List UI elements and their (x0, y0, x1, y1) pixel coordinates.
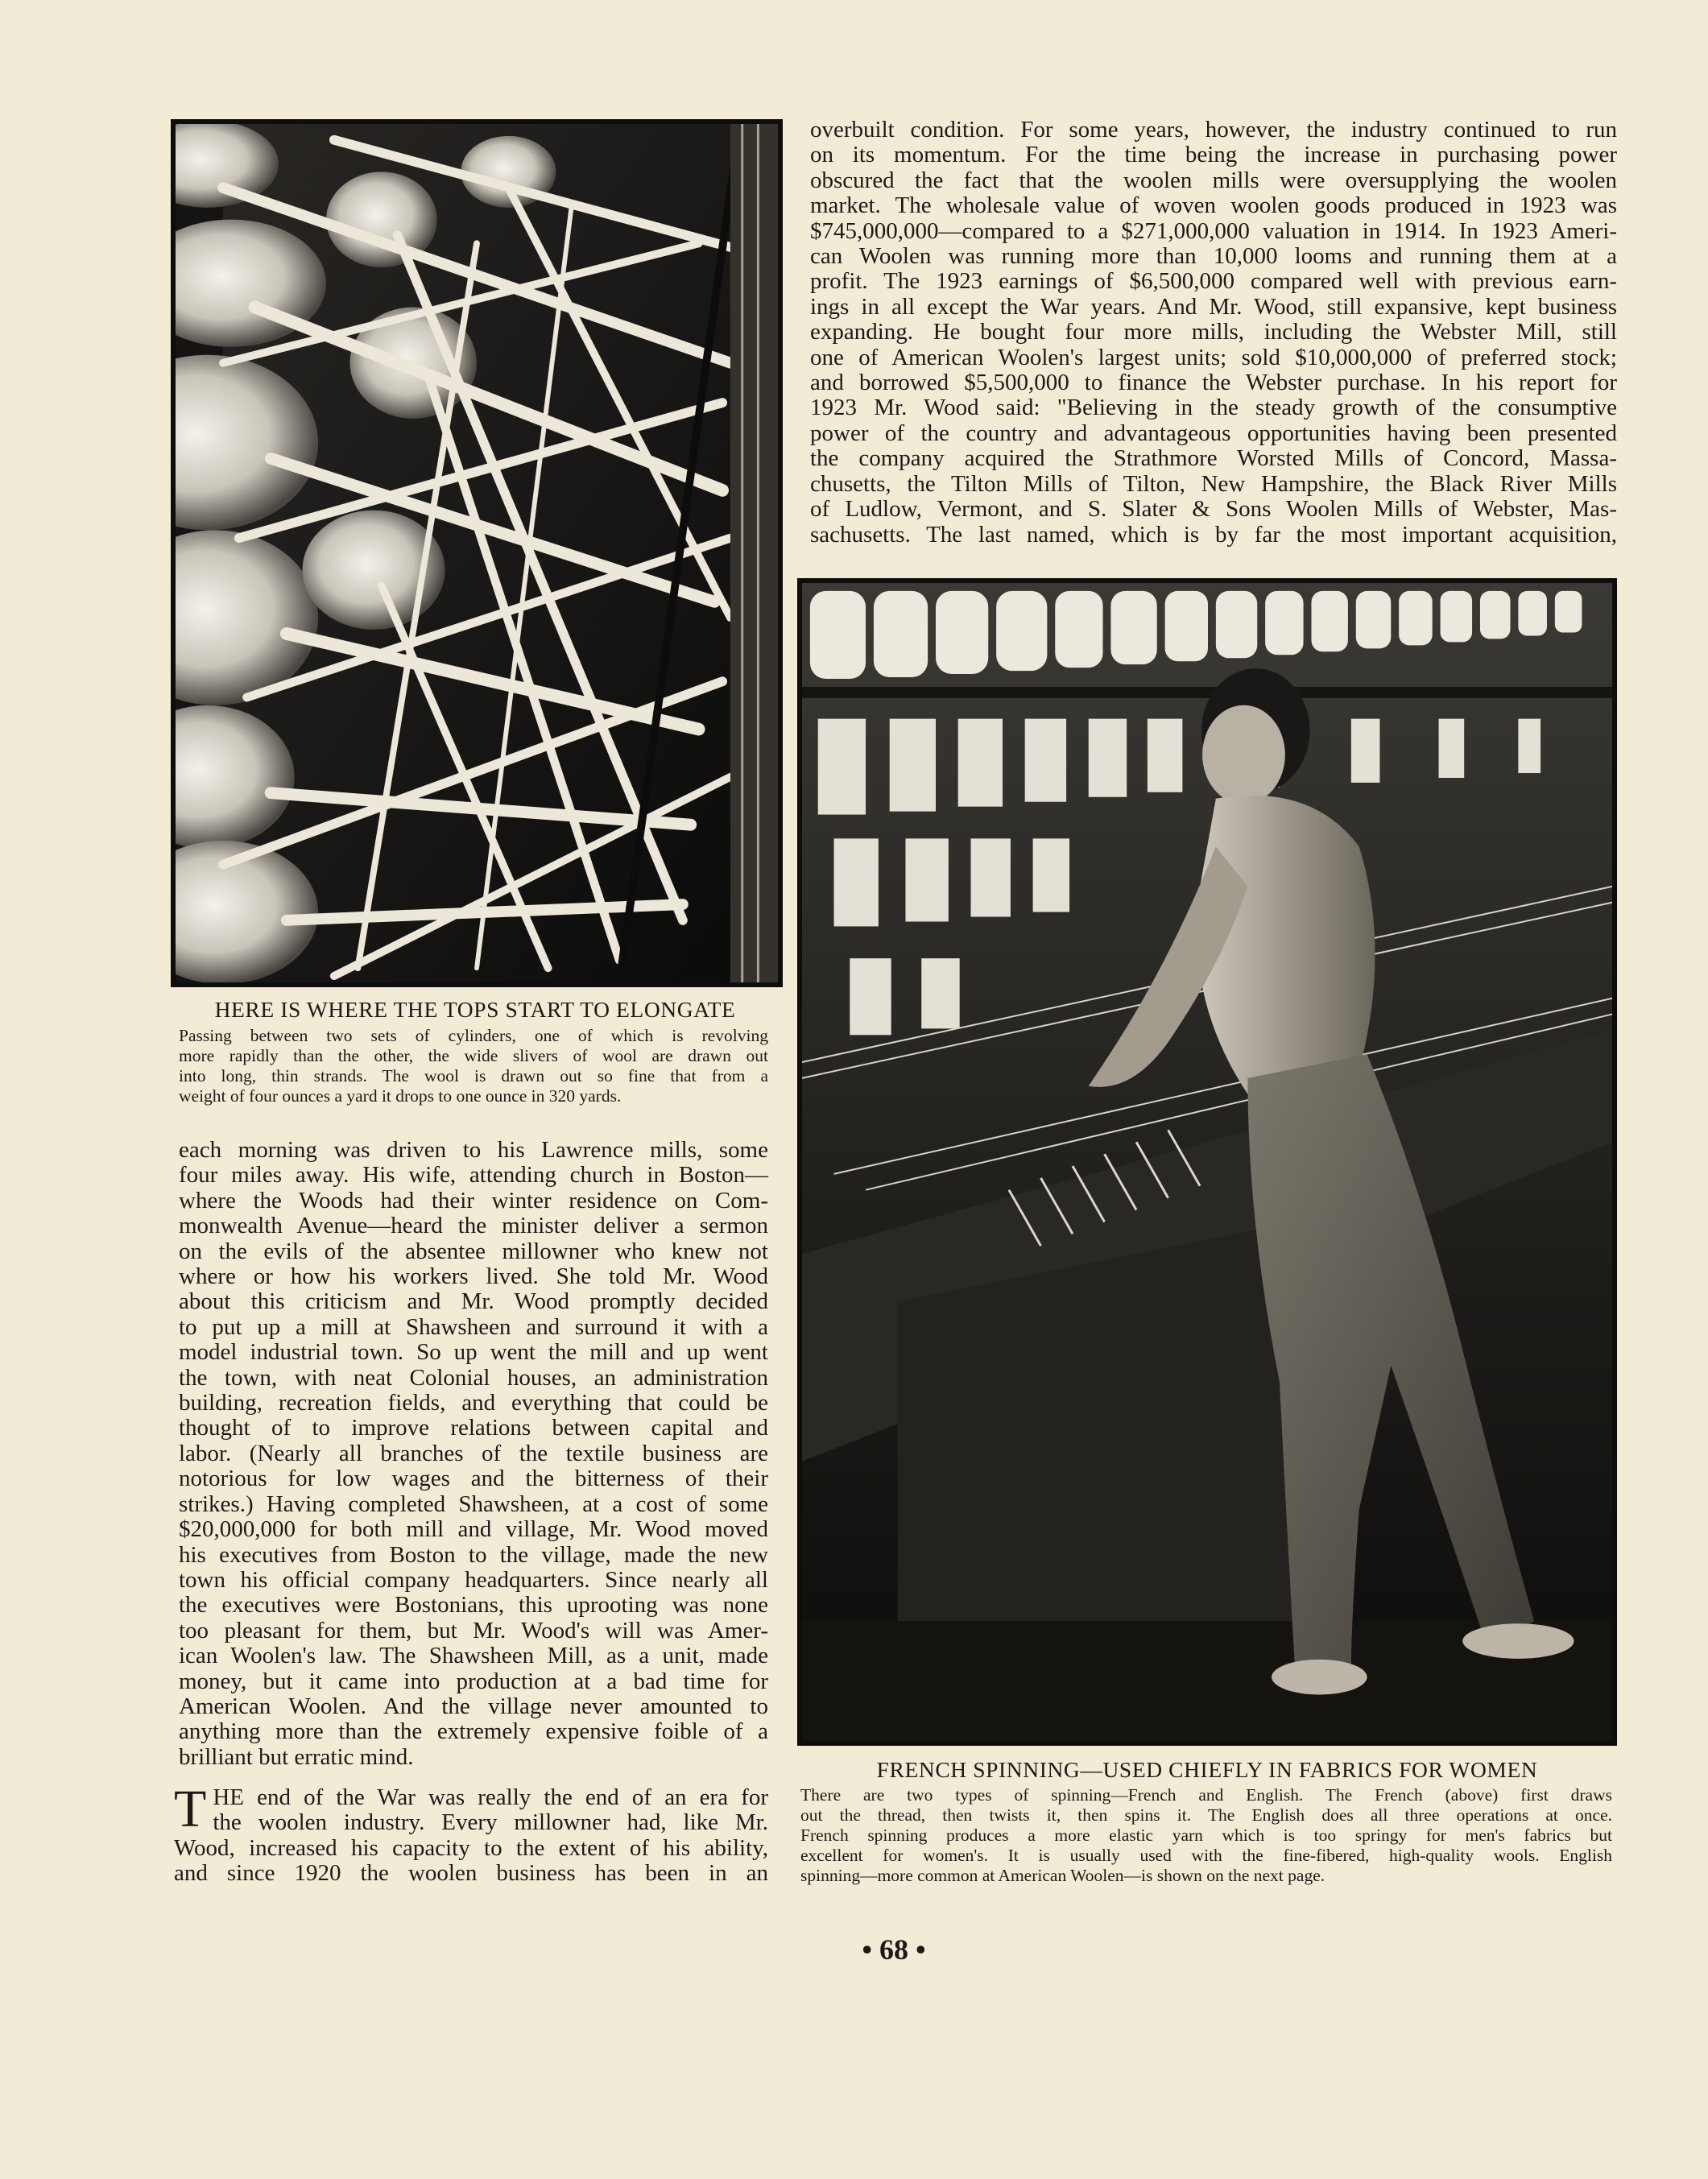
text-line: $745,000,000—compared to a $271,000,000 valuation in 1914. In 1923 Ameri- (810, 217, 1617, 244)
text-line: where or how his workers lived. She told Mr. Wood (179, 1263, 768, 1290)
text-line: Passing between two sets of cylinders, one of which is revolving (179, 1026, 768, 1045)
text-line: town his official company headquarters. Since nearly all (179, 1566, 768, 1593)
text-line: HE end of the War was really the end of an era for (213, 1784, 768, 1810)
left-caption-title: HERE IS WHERE THE TOPS START TO ELONGATE (214, 997, 736, 1022)
left-column-body-text (179, 1138, 768, 1770)
text-line: labor. (Nearly all branches of the textile business are (179, 1440, 768, 1466)
text-line: profit. The 1923 earnings of $6,500,000 compared well with previous earn- (810, 268, 1617, 295)
text-line: French spinning produces a more elastic yarn which is too springy for men's fabrics but (800, 1825, 1612, 1845)
text-line: the woolen industry. Every millowner had, like Mr. (213, 1809, 768, 1836)
text-line: where the Woods had their winter residence on Com- (179, 1187, 768, 1214)
text-line: $20,000,000 for both mill and village, Mr. Wood moved (179, 1516, 768, 1543)
text-line: obscured the fact that the woolen mills were oversupplying the woolen (810, 167, 1617, 193)
text-line: overbuilt condition. For some years, however, the industry continued to run (810, 117, 1617, 143)
text-line: of Ludlow, Vermont, and S. Slater & Sons Woolen Mills of Webster, Mas- (810, 496, 1617, 523)
right-caption-title: FRENCH SPINNING—USED CHIEFLY IN FABRICS FOR WOMEN (876, 1757, 1538, 1782)
text-line: to put up a mill at Shawsheen and surround it with a (179, 1313, 768, 1340)
text-line: too pleasant for them, but Mr. Wood's will was Amer- (179, 1617, 768, 1644)
text-line: the town, with neat Colonial houses, an administration (179, 1364, 768, 1391)
text-line: and borrowed $5,500,000 to finance the Webster purchase. In his report for (810, 370, 1617, 396)
text-line: ican Woolen's law. The Shawsheen Mill, as a unit, made (179, 1643, 768, 1669)
right-column-top-text (810, 118, 1617, 548)
text-line: the executives were Bostonians, this uprooting was none (179, 1592, 768, 1619)
text-line: weight of four ounces a yard it drops to one ounce in 320 yards. (179, 1086, 622, 1106)
text-line: strikes.) Having completed Shawsheen, at a cost of some (179, 1491, 768, 1517)
text-line: money, but it came into production at a bad time for (179, 1668, 768, 1694)
text-line: one of American Woolen's largest units; sold $10,000,000 of preferred stock; (810, 344, 1617, 370)
text-line: There are two types of spinning—French and English. The French (above) first draws (800, 1785, 1612, 1805)
page-number: • 68 • (862, 1933, 926, 1966)
text-line: can Woolen was running more than 10,000 looms and running them at a (810, 243, 1617, 270)
text-line: the company acquired the Strathmore Worsted Mills of Concord, Massa- (810, 445, 1617, 472)
text-line: market. The wholesale value of woven woolen goods produced in 1923 was (810, 192, 1617, 219)
text-line: 1923 Mr. Wood said: "Believing in the steady growth of the consumptive (810, 395, 1617, 421)
text-line: spinning—more common at American Woolen—is shown on the next page. (800, 1866, 1325, 1885)
text-line: expanding. He bought four more mills, including the Webster Mill, still (810, 319, 1617, 345)
text-line: notorious for low wages and the bitterness of their (179, 1466, 768, 1492)
text-line: anything more than the extremely expensive foible of a (179, 1718, 768, 1745)
text-line: chusetts, the Tilton Mills of Tilton, New Hampshire, the Black River Mills (810, 470, 1617, 497)
drawing-frame-photo (171, 119, 783, 987)
text-line: building, recreation fields, and everything that could be (179, 1390, 768, 1416)
text-line: and since 1920 the woolen business has been in an (174, 1860, 768, 1887)
text-line: his executives from Boston to the village, made the new (179, 1541, 768, 1568)
text-line: about this criticism and Mr. Wood promptly decided (179, 1288, 768, 1315)
text-line: excellent for women's. It is usually used with the fine-fibered, high-quality wools. English (800, 1846, 1612, 1865)
text-line: on the evils of the absentee millowner who knew not (179, 1238, 768, 1264)
text-line: out the thread, then twists it, then spins it. The English does all three operations at once. (800, 1805, 1612, 1825)
text-line: brilliant but erratic mind. (179, 1743, 414, 1770)
text-line: on its momentum. For the time being the increase in purchasing power (810, 142, 1617, 168)
text-line: American Woolen. And the village never amounted to (179, 1693, 768, 1719)
text-line: sachusetts. The last named, which is by far the most important acquisition, (810, 521, 1617, 548)
text-line: model industrial town. So up went the mill and up went (179, 1339, 768, 1366)
text-line: each morning was driven to his Lawrence mills, some (179, 1137, 768, 1163)
text-line: Wood, increased his capacity to the extent of his ability, (174, 1834, 768, 1861)
text-line: into long, thin strands. The wool is drawn out so fine that from a (179, 1066, 768, 1085)
text-line: four miles away. His wife, attending church in Boston— (179, 1162, 768, 1189)
french-spinning-photo (797, 578, 1617, 1746)
text-line: more rapidly than the other, the wide slivers of wool are drawn out (179, 1046, 768, 1065)
text-line: thought of to improve relations between capital and (179, 1415, 768, 1441)
left-column-paragraph-two (174, 1780, 768, 1887)
text-line: power of the country and advantageous opportunities having been presented (810, 420, 1617, 446)
drop-cap: T (174, 1780, 207, 1838)
text-line: ings in all except the War years. And Mr. Wood, still expansive, kept business (810, 293, 1617, 320)
text-line: monwealth Avenue—heard the minister deliver a sermon (179, 1213, 768, 1239)
right-caption-body (800, 1785, 1612, 1886)
left-caption-body (179, 1026, 768, 1106)
